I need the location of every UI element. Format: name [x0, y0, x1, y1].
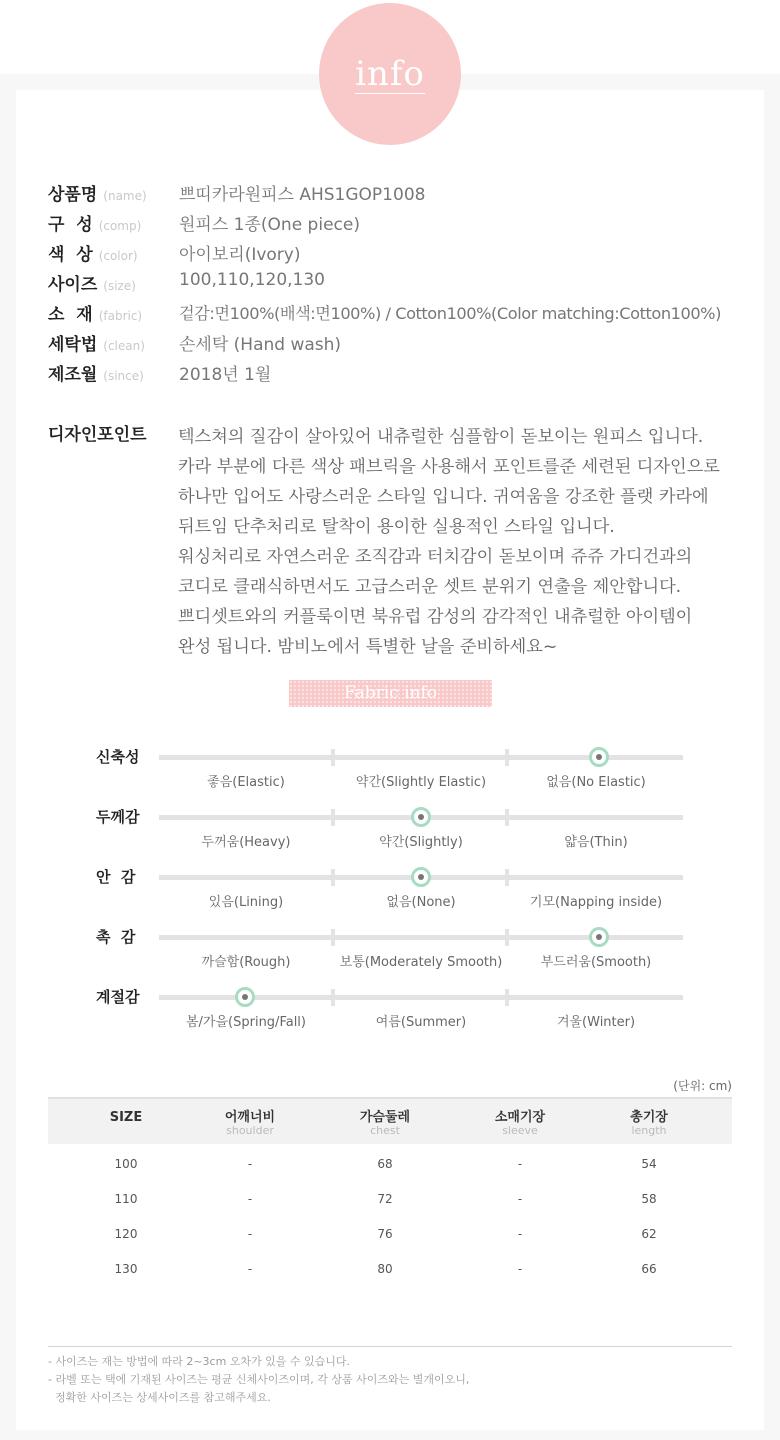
table-cell: 110 [114, 1192, 138, 1206]
table-cell: 54 [641, 1157, 657, 1171]
header-size [61, 1110, 191, 1125]
header-shoulder [185, 1110, 315, 1137]
scale-option: 두꺼움(Heavy) [201, 835, 291, 850]
scale-tick [505, 989, 509, 1006]
info-value: 2018년 1월 [179, 365, 272, 385]
scale-label: 신축성 [96, 748, 140, 766]
table-row [48, 1262, 732, 1282]
info-sublabel: (clean) [103, 339, 145, 353]
design-point-line: 완성 됩니다. 밤비노에서 특별한 날을 준비하세요~ [178, 637, 558, 657]
scale-option: 있음(Lining) [208, 895, 284, 910]
table-cell: 72 [377, 1192, 393, 1206]
table-row [48, 1192, 732, 1212]
info-row-name [48, 180, 426, 206]
scale-option: 까슬함(Rough) [201, 955, 291, 970]
design-point-line: 카라 부분에 다른 색상 패브릭을 사용해서 포인트를준 세련된 디자인으로 [178, 457, 720, 477]
scale-tick [505, 929, 509, 946]
unit-label: (단위: cm) [673, 1079, 732, 1093]
table-cell: 58 [641, 1192, 657, 1206]
scale-tick [331, 749, 335, 766]
scale-marker [411, 867, 431, 887]
info-value: 겉감:면100%(배색:면100%) / Cotton100%(Color matching:Cotton100%) [179, 304, 721, 323]
scale-option: 얇음(Thin) [564, 835, 628, 850]
scale-option: 여름(Summer) [375, 1015, 467, 1030]
scale-option: 없음(No Elastic) [546, 775, 646, 790]
header-chest [320, 1110, 450, 1137]
scale-option: 없음(None) [386, 895, 456, 910]
scale-tick [331, 869, 335, 886]
table-cell: - [517, 1157, 523, 1171]
scale-tick [331, 929, 335, 946]
design-point-line: 뒤트임 단추처리로 탈착이 용이한 실용적인 스타일 입니다. [178, 517, 615, 537]
scale-label: 계절감 [96, 988, 140, 1006]
header-label: SIZE [109, 1110, 143, 1125]
header-sublabel: sleeve [502, 1124, 538, 1137]
info-row-fabric [48, 300, 721, 326]
table-cell: - [247, 1227, 253, 1241]
scale-label: 두께감 [96, 808, 140, 826]
table-cell: 120 [114, 1227, 138, 1241]
header-sublabel: chest [370, 1124, 400, 1137]
info-label: 세탁법 [48, 335, 98, 355]
header-label: 가슴둘레 [359, 1110, 411, 1125]
design-point-line: 텍스쳐의 질감이 살아있어 내츄럴한 심플함이 돋보이는 원피스 입니다. [178, 427, 704, 447]
table-cell: 80 [377, 1262, 393, 1276]
divider [48, 1346, 732, 1347]
table-cell: - [247, 1262, 253, 1276]
info-sublabel: (fabric) [98, 309, 143, 323]
scale-tick [331, 809, 335, 826]
info-row-since [48, 360, 272, 386]
design-point-line: 하나만 입어도 사랑스러운 스타일 입니다. 귀여움을 강조한 플랫 카라에 [178, 487, 709, 507]
table-row [48, 1227, 732, 1247]
table-cell: 100 [114, 1157, 138, 1171]
scale-label: 촉 감 [96, 928, 136, 946]
scale-option: 약간(Slightly) [379, 835, 463, 850]
scale-tick [505, 749, 509, 766]
header-label: 소매기장 [494, 1110, 546, 1125]
info-label: 구 성 [48, 215, 93, 235]
info-row-color [48, 240, 301, 266]
design-point-label: 디자인포인트 [48, 425, 147, 445]
info-label: 제조월 [48, 365, 98, 385]
design-point-line: 코디로 클래식하면서도 고급스러운 셋트 분위기 연출을 제안합니다. [178, 577, 682, 597]
info-value: 100,110,120,130 [179, 270, 326, 290]
scale-option: 좋음(Elastic) [207, 775, 285, 790]
table-cell: - [517, 1262, 523, 1276]
fabric-info-header: Fabric info [289, 680, 492, 707]
info-row-size [48, 270, 326, 296]
info-value: 손세탁 (Hand wash) [179, 335, 342, 355]
info-row-clean [48, 330, 342, 356]
info-sublabel: (name) [103, 189, 147, 203]
info-row-comp [48, 210, 360, 236]
table-cell: 130 [114, 1262, 138, 1276]
table-cell: 68 [377, 1157, 393, 1171]
note-line: - 라벨 또는 택에 기재된 사이즈는 평균 신체사이즈이며, 각 상품 사이즈와는 별개이오니, [48, 1373, 470, 1386]
table-row [48, 1157, 732, 1177]
header-label: 총기장 [630, 1110, 668, 1125]
scale-tick [505, 869, 509, 886]
header-label: 어깨너비 [224, 1110, 276, 1125]
table-cell: - [247, 1192, 253, 1206]
scale-option: 겨울(Winter) [556, 1015, 636, 1030]
note-line: 정확한 사이즈는 상세사이즈를 참고해주세요. [48, 1391, 271, 1404]
scale-option: 봄/가을(Spring/Fall) [185, 1015, 306, 1030]
info-sublabel: (color) [98, 249, 138, 263]
scale-label: 안 감 [96, 868, 136, 886]
scale-tick [505, 809, 509, 826]
scale-option: 보통(Moderately Smooth) [339, 955, 503, 970]
table-cell: - [517, 1227, 523, 1241]
info-value: 원피스 1종(One piece) [179, 215, 360, 235]
info-value: 쁘띠카라원피스 AHS1GOP1008 [179, 185, 426, 205]
scale-marker [411, 807, 431, 827]
table-cell: 66 [641, 1262, 657, 1276]
design-point-line: 워싱처리로 자연스러운 조직감과 터치감이 돋보이며 쥬쥬 가디건과의 [178, 547, 693, 567]
design-point-line: 쁘디셋트와의 커플룩이면 북유럽 감성의 감각적인 내츄럴한 아이템이 [178, 607, 693, 627]
header-length [584, 1110, 714, 1137]
table-cell: - [247, 1157, 253, 1171]
scale-option: 약간(Slightly Elastic) [355, 775, 487, 790]
table-cell: - [517, 1192, 523, 1206]
header-sublabel: shoulder [226, 1124, 274, 1137]
table-cell: 62 [641, 1227, 657, 1241]
info-label: 상품명 [48, 185, 98, 205]
info-label: 사이즈 [48, 275, 98, 295]
info-badge [319, 3, 461, 145]
note-line: - 사이즈는 재는 방법에 따라 2~3cm 오차가 있을 수 있습니다. [48, 1355, 351, 1368]
info-sublabel: (comp) [98, 219, 142, 233]
info-sublabel: (size) [103, 279, 136, 293]
size-table-header [48, 1097, 732, 1144]
scale-option: 부드러움(Smooth) [540, 955, 652, 970]
info-badge-text: info [355, 53, 425, 94]
scale-tick [331, 989, 335, 1006]
scale-option: 기모(Napping inside) [529, 895, 663, 910]
header-sleeve [455, 1110, 585, 1137]
table-cell: 76 [377, 1227, 393, 1241]
info-sublabel: (since) [103, 369, 144, 383]
header-sublabel: length [631, 1124, 667, 1137]
info-label: 소 재 [48, 305, 93, 325]
info-value: 아이보리(Ivory) [179, 245, 301, 265]
info-label: 색 상 [48, 245, 93, 265]
